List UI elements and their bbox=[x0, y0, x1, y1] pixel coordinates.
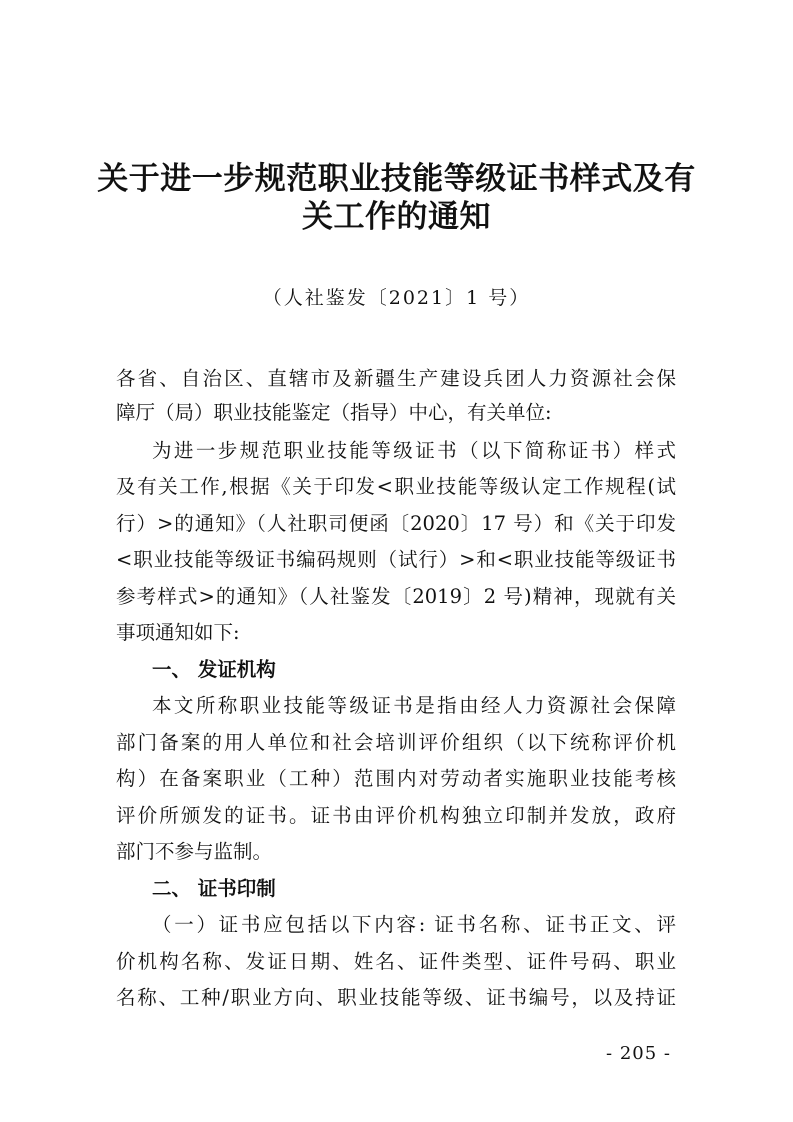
intro-line-4: <职业技能等级证书编码规则（试行）>和<职业技能等级证书 bbox=[116, 548, 676, 571]
addressee-line-2: 障厅（局）职业技能鉴定（指导）中心，有关单位: bbox=[116, 401, 552, 424]
section-2-heading: 二、 证书印制 bbox=[152, 877, 276, 900]
page-number: - 205 - bbox=[606, 1043, 671, 1064]
addressee-line-1: 各省、自治区、直辖市及新疆生产建设兵团人力资源社会保 bbox=[116, 367, 676, 390]
intro-line-1: 为进一步规范职业技能等级证书（以下简称证书）样式 bbox=[152, 439, 676, 462]
document-title-line-1: 关于进一步规范职业技能等级证书样式及有 bbox=[97, 161, 696, 197]
section-1-line-2: 部门备案的用人单位和社会培训评价组织（以下统称评价机 bbox=[116, 731, 676, 754]
intro-line-3: 行）>的通知》（人社职司便函〔2020〕17 号）和《关于印发 bbox=[116, 512, 676, 535]
intro-line-5: 参考样式>的通知》（人社鉴发〔2019〕2 号)精神，现就有关 bbox=[116, 585, 676, 608]
section-2-line-2: 价机构名称、发证日期、姓名、证件类型、证件号码、职业 bbox=[116, 950, 676, 973]
intro-line-6: 事项通知如下: bbox=[116, 621, 240, 644]
section-2-line-1: （一）证书应包括以下内容: 证书名称、证书正文、评 bbox=[152, 913, 676, 936]
section-1-heading: 一、 发证机构 bbox=[152, 658, 276, 681]
section-1-line-1: 本文所称职业技能等级证书是指由经人力资源社会保障 bbox=[152, 694, 676, 717]
document-title-line-2: 关工作的通知 bbox=[302, 199, 491, 235]
section-2-line-3: 名称、工种/职业方向、职业技能等级、证书编号，以及持证 bbox=[116, 986, 676, 1009]
intro-line-2: 及有关工作,根据《关于印发<职业技能等级认定工作规程(试 bbox=[116, 475, 676, 498]
section-1-line-4: 评价所颁发的证书。证书由评价机构独立印制并发放，政府 bbox=[116, 804, 676, 827]
section-1-line-5: 部门不参与监制。 bbox=[116, 840, 273, 863]
document-number: （人社鉴发〔2021〕1 号） bbox=[262, 287, 531, 309]
section-1-line-3: 构）在备案职业（工种）范围内对劳动者实施职业技能考核 bbox=[116, 767, 676, 790]
